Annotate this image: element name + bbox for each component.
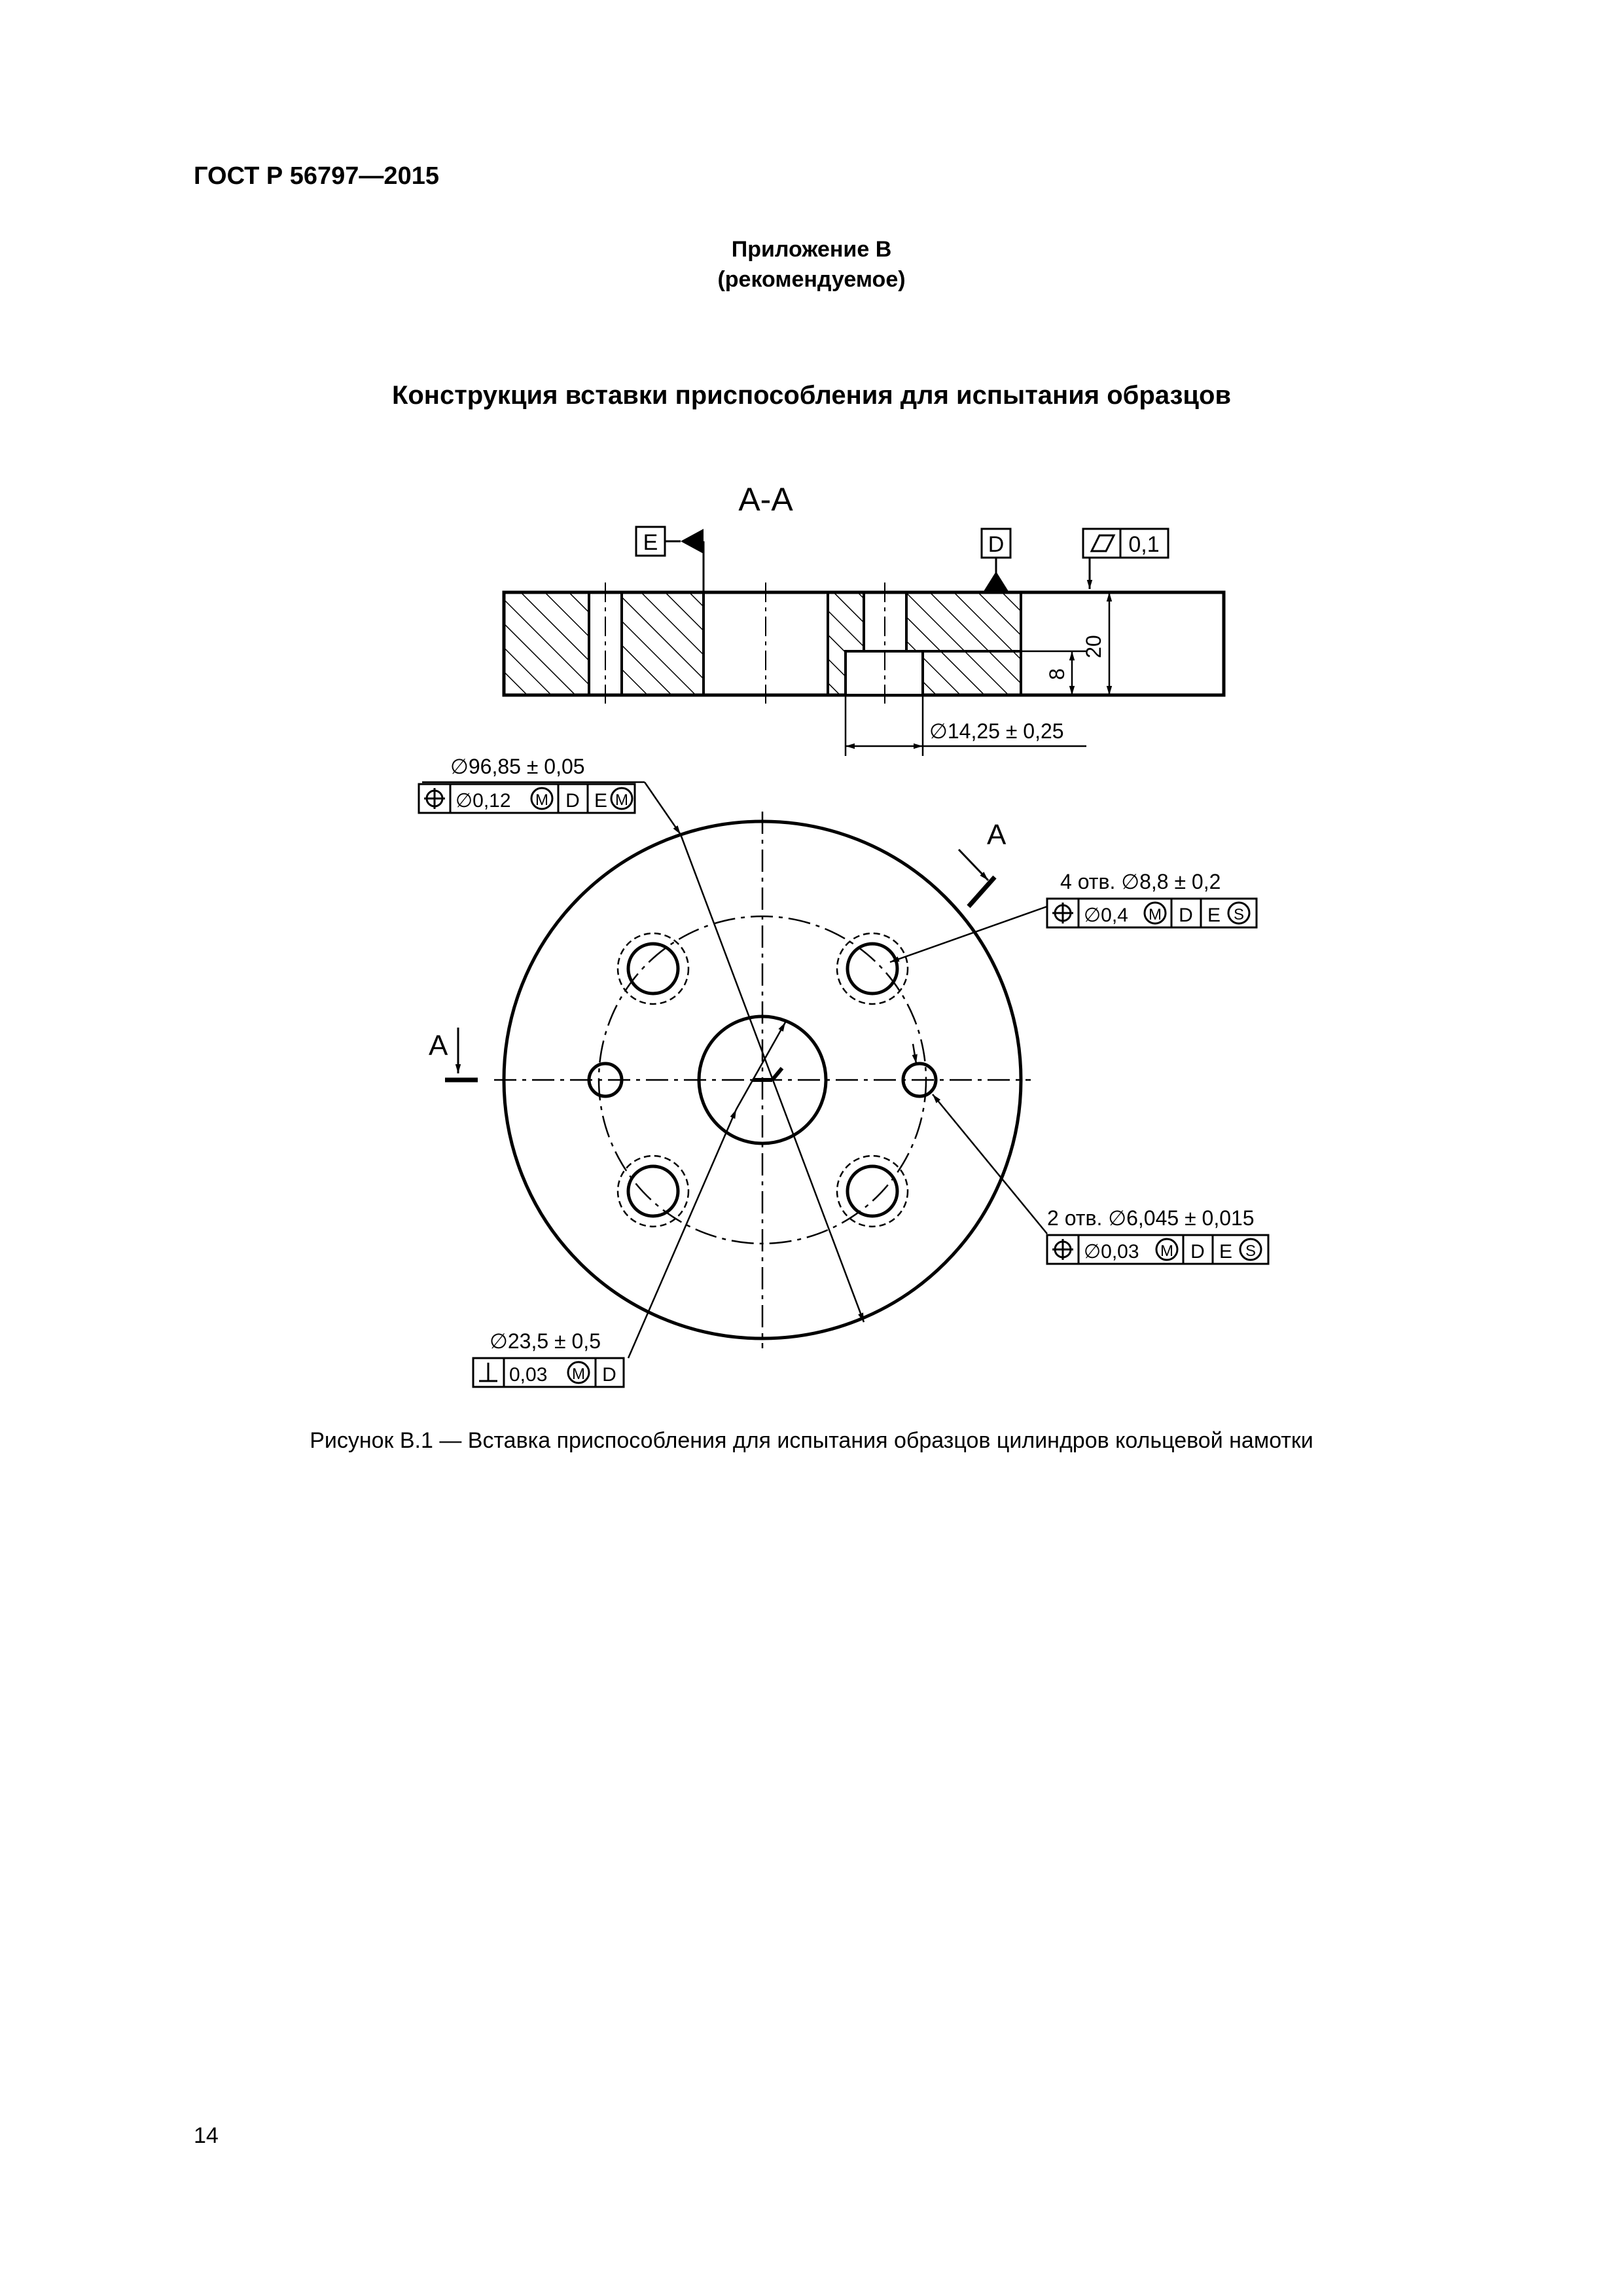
center-diameter-label: ∅23,5 ± 0,5 bbox=[490, 1329, 601, 1353]
holes4-tolerance-frame bbox=[1047, 899, 1257, 927]
outer-tol-value: ∅0,12 bbox=[455, 790, 511, 812]
datum-e-symbol bbox=[636, 527, 704, 592]
cut-label-top: А bbox=[987, 819, 1007, 851]
holes2-tol-value: ∅0,03 bbox=[1084, 1241, 1139, 1263]
outer-mod-m2: M bbox=[615, 791, 628, 809]
outer-diameter-leader bbox=[422, 782, 864, 1322]
cut-marker-top bbox=[959, 850, 995, 906]
dim-height-step: 8 bbox=[1045, 668, 1069, 680]
datum-e-letter: E bbox=[643, 530, 658, 555]
hole-bottom-left bbox=[618, 1156, 688, 1227]
holes4-ref-e: E bbox=[1207, 905, 1221, 926]
annex-subtitle: (рекомендуемое) bbox=[717, 267, 906, 292]
hole-top-left bbox=[618, 933, 688, 1004]
section-view bbox=[504, 583, 1224, 704]
holes4-label: 4 отв. ∅8,8 ± 0,2 bbox=[1060, 870, 1221, 893]
holes2-ref-e: E bbox=[1219, 1241, 1233, 1263]
document-code: ГОСТ Р 56797—2015 bbox=[194, 162, 439, 190]
outer-ref-d: D bbox=[565, 790, 580, 812]
center-tol-value: 0,03 bbox=[509, 1364, 548, 1386]
dim-step-diameter: ∅14,25 ± 0,25 bbox=[929, 719, 1064, 743]
holes2-label: 2 отв. ∅6,045 ± 0,015 bbox=[1047, 1206, 1255, 1230]
datum-d-letter: D bbox=[988, 532, 1005, 557]
holes2-ref-d: D bbox=[1190, 1241, 1205, 1263]
figure-caption: Рисунок В.1 — Вставка приспособления для испытания образцов цилиндров кольцевой намотки bbox=[310, 1428, 1313, 1453]
holes4-leader bbox=[890, 906, 1055, 962]
dim-height-total: 20 bbox=[1082, 635, 1105, 658]
page-number: 14 bbox=[194, 2123, 219, 2148]
holes4-tol-value: ∅0,4 bbox=[1084, 905, 1128, 926]
holes2-tolerance-frame bbox=[1047, 1235, 1268, 1264]
cut-label-left: А bbox=[429, 1030, 448, 1062]
outer-ref-e: E bbox=[594, 790, 608, 812]
annex-title: Приложение В bbox=[731, 237, 892, 262]
holes4-ref-d: D bbox=[1179, 905, 1193, 926]
outer-diameter-label: ∅96,85 ± 0,05 bbox=[450, 755, 585, 778]
datum-d-symbol bbox=[982, 529, 1010, 592]
cut-marker-left bbox=[445, 1028, 478, 1080]
holes2-mod-m: M bbox=[1160, 1242, 1173, 1260]
section-title: Конструкция вставки приспособления для испытания образцов bbox=[391, 381, 1232, 410]
outer-mod-m: M bbox=[535, 791, 548, 809]
center-tolerance-frame bbox=[473, 1358, 624, 1387]
section-label: А-А bbox=[738, 481, 793, 518]
holes4-mod-s: S bbox=[1233, 906, 1245, 924]
center-mod-m: M bbox=[572, 1365, 585, 1383]
hole-top-right bbox=[837, 933, 908, 1004]
hole-bottom-right bbox=[837, 1156, 908, 1227]
plan-view bbox=[494, 812, 1031, 1348]
center-ref-d: D bbox=[602, 1364, 616, 1386]
flatness-value: 0,1 bbox=[1128, 532, 1160, 557]
flatness-frame bbox=[1083, 529, 1168, 589]
outer-tolerance-frame bbox=[419, 784, 635, 813]
holes4-mod-m: M bbox=[1149, 906, 1162, 924]
holes2-mod-s: S bbox=[1245, 1242, 1257, 1260]
